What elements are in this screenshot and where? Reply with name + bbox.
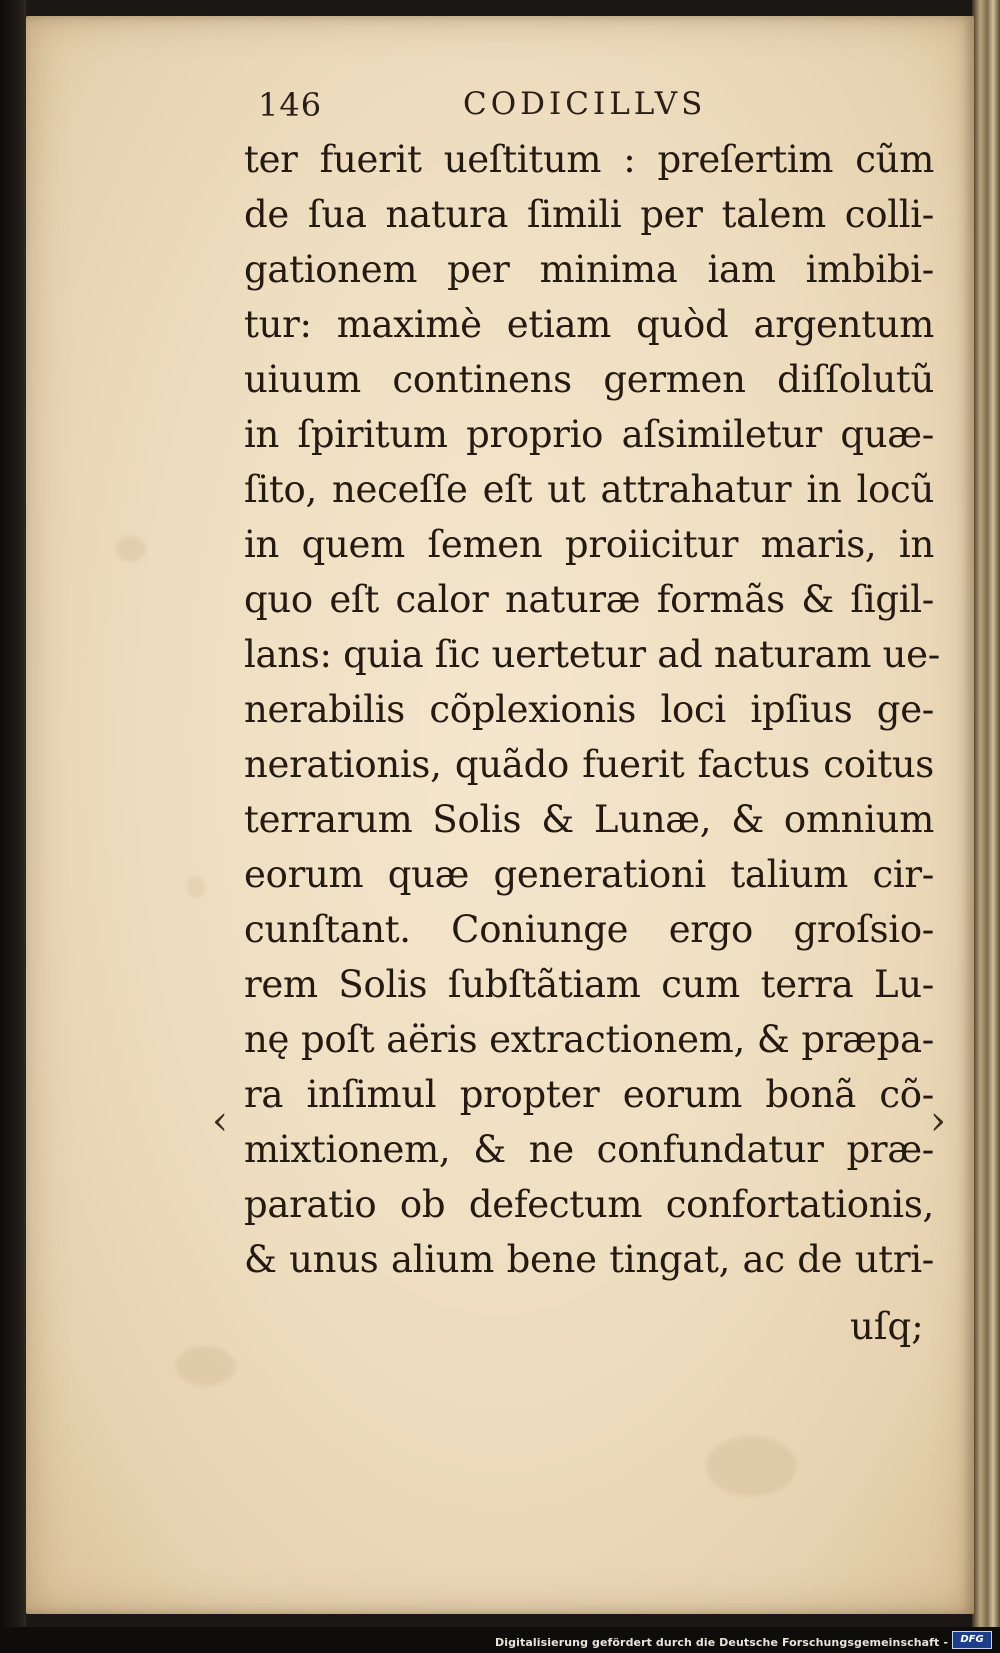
funding-credit: Digitalisierung gefördert durch die Deutsche Forschungsgemeinschaft - <box>495 1636 948 1649</box>
text-line: terrarum Solis & Lunæ, & omnium <box>244 798 934 841</box>
page-edges <box>972 0 1000 1653</box>
text-line: in ſpiritum proprio aſsimiletur quæ- <box>244 413 934 456</box>
text-line: & unus alium bene tingat, ac de utri- <box>244 1238 934 1281</box>
left-margin-bracket-mark: ‹ <box>212 1098 228 1144</box>
text-line: rem Solis ſubſtãtiam cum terra Lu- <box>244 963 934 1006</box>
text-line: ter fuerit ueſtitum : preſertim cũm <box>244 138 934 181</box>
text-line: nerabilis cõplexionis loci ipſius ge- <box>244 688 934 731</box>
text-line: nę poſt aëris extractionem, & præpa- <box>244 1018 934 1061</box>
text-line: eorum quæ generationi talium cir- <box>244 853 934 896</box>
paper-stain <box>116 536 146 562</box>
paper-stain <box>186 876 206 898</box>
right-margin-bracket-mark: › <box>930 1098 946 1144</box>
text-line: cunſtant. Coniunge ergo groſsio- <box>244 908 934 951</box>
text-line: in quem ſemen proiicitur maris, in <box>244 523 934 566</box>
running-head: CODICILLVS <box>463 86 707 122</box>
page-number: 146 <box>258 86 323 124</box>
dfg-logo-icon: DFG <box>952 1631 992 1649</box>
catchword: uſq; <box>850 1305 924 1348</box>
text-line: de ſua natura ſimili per talem colli- <box>244 193 934 236</box>
paper-stain <box>176 1346 236 1386</box>
text-line: tur: maximè etiam quòd argentum <box>244 303 934 346</box>
page-header <box>258 86 758 136</box>
book-gutter <box>0 0 26 1653</box>
text-line: paratio ob defectum confortationis, <box>244 1183 934 1226</box>
text-line: nerationis, quãdo fuerit factus coitus <box>244 743 934 786</box>
text-line: mixtionem, & ne confundatur præ- <box>244 1128 934 1171</box>
text-line: ra inſimul propter eorum bonã cõ- <box>244 1073 934 1116</box>
footer-bar <box>0 1627 1000 1653</box>
text-line: lans: quia ſic uertetur ad naturam ue- <box>244 633 940 676</box>
text-line: quo eſt calor naturæ formãs & ſigil- <box>244 578 934 621</box>
body-text <box>244 132 940 1287</box>
text-line: gationem per minima iam imbibi- <box>244 248 934 291</box>
paper-stain <box>706 1436 796 1496</box>
text-line: uiuum continens germen diſſolutũ <box>244 358 934 401</box>
text-line: ſito, neceſſe eſt ut attrahatur in locũ <box>244 468 934 511</box>
